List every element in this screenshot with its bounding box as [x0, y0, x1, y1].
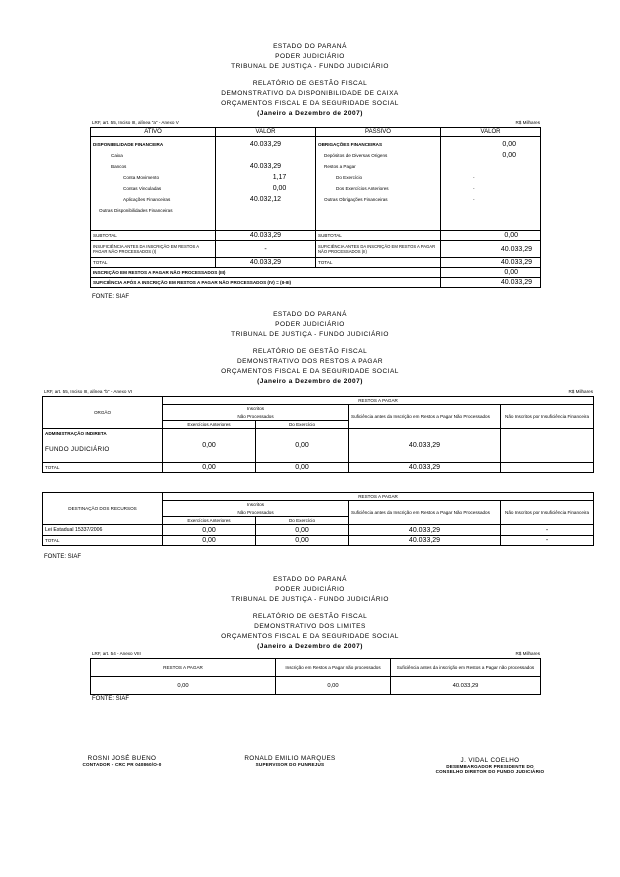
total-label-2: TOTAL: [43, 463, 163, 473]
power-title-2: PODER JUDICIÁRIO: [275, 321, 345, 328]
period-title-3: (Janeiro a Dezembro de 2007): [257, 643, 363, 650]
nao-inscritos-header: Não Inscritos por Insuficiência Financeira: [501, 405, 594, 429]
fundo-v2: 0,00: [256, 429, 349, 463]
budget-title: ORÇAMENTOS FISCAL E DA SEGURIDADE SOCIAL: [221, 100, 399, 107]
restos-destinacao-table: [42, 492, 594, 546]
subtotal-label: SUBTOTAL: [91, 231, 216, 241]
header-block-1: [0, 42, 620, 119]
exerc-anteriores-header-2: Exercícios Anteriores: [163, 517, 256, 525]
header-block-2: [0, 310, 620, 387]
obrig-value: 0,00: [502, 141, 516, 148]
do-exercicio-label: Do Exercício: [336, 175, 363, 180]
bancos-label: Bancos: [111, 164, 127, 169]
do-exercicio-header-2: Do Exercício: [256, 517, 349, 525]
table-row: [43, 525, 594, 536]
unit-2: R$ Milhares: [568, 389, 593, 394]
inscricao-value: 0,00: [441, 268, 541, 278]
report-title-3: RELATÓRIO DE GESTÃO FISCAL: [252, 613, 368, 620]
total-v3: 40.033,29: [349, 463, 501, 473]
table-row: [91, 677, 541, 695]
aplic-value: 40.032,12: [249, 196, 282, 203]
limits-v1: 0,00: [91, 677, 276, 695]
total2-v1: 0,00: [163, 536, 256, 546]
outras-label: Outras Disponibilidades Financeiras: [99, 208, 173, 213]
conta-mov-label: Conta Movimento: [123, 175, 160, 180]
lei-v4: -: [501, 525, 594, 536]
conta-mov-value: 1,17: [272, 174, 287, 181]
signature-name: J. VIDAL COELHO: [460, 757, 520, 764]
nao-inscritos-header-2: Não Inscritos por Insuficiência Financeira: [501, 501, 594, 525]
signature-name: ROSNI JOSÉ BUENO: [87, 755, 157, 762]
total-value: 40.033,29: [216, 258, 316, 268]
suf-label: SUFICIÊNCIA ANTES DA INSCRIÇÃO EM RESTOS A PAGAR NÃO PROCESSADOS (II): [316, 241, 441, 258]
suf-value: 40.033,29: [441, 241, 541, 258]
table-row: [43, 463, 594, 473]
signature-president: [415, 757, 565, 774]
state-title-3: ESTADO DO PARANÁ: [273, 576, 347, 583]
signature-role: DESEMBARGADOR PRESIDENTE DO: [446, 764, 534, 769]
dos-anteriores-value: -: [473, 186, 475, 191]
caixa-label: Caixa: [111, 153, 123, 158]
restos-header: RESTOS A PAGAR: [163, 397, 594, 405]
col-valor: VALOR: [216, 128, 316, 137]
limits-v3: 40.033,29: [391, 677, 541, 695]
insuf-value: -: [216, 241, 316, 258]
total-v2: 0,00: [256, 463, 349, 473]
limits-col2: Inscrição em Restos a Pagar não processados: [276, 659, 391, 677]
col-passivo: PASSIVO: [316, 128, 441, 137]
adm-label: ADMINISTRAÇÃO INDIRETA: [45, 431, 107, 436]
nao-processados-header: Não Processados: [163, 413, 349, 421]
bancos-value: 40.033,29: [249, 163, 282, 170]
signature-supervisor: [220, 755, 360, 767]
cash-availability-table: [90, 127, 541, 288]
subtotal2-value: 0,00: [441, 231, 541, 241]
do-exercicio-header: Do Exercício: [256, 421, 349, 429]
lrf-ref-3: LRF, art. 54 - Anexo VIII: [92, 651, 141, 656]
signature-name: RONALD EMILIO MARQUES: [244, 755, 336, 762]
power-title-3: PODER JUDICIÁRIO: [275, 586, 345, 593]
depositos-value: 0,00: [502, 152, 516, 159]
total2-v4: -: [501, 536, 594, 546]
tribunal-title: TRIBUNAL DE JUSTIÇA - FUNDO JUDICIÁRIO: [231, 63, 389, 70]
total2-label: TOTAL: [316, 258, 441, 268]
total2-v2: 0,00: [256, 536, 349, 546]
limits-v2: 0,00: [276, 677, 391, 695]
lei-label: Lei Estadual 15337/2006: [43, 525, 163, 536]
tribunal-title-3: TRIBUNAL DE JUSTIÇA - FUNDO JUDICIÁRIO: [231, 596, 389, 603]
inscritos-header: Inscritos: [163, 405, 349, 413]
lrf-ref-1: LRF, art. 55, Inciso III, alínea "a" - Anexo V: [92, 120, 179, 125]
limits-col1: RESTOS A PAGAR: [91, 659, 276, 677]
outras-obrig-value: -: [473, 197, 475, 202]
disp-value: 40.033,29: [249, 141, 282, 148]
section-title-3: DEMONSTRATIVO DOS LIMITES: [254, 623, 366, 630]
suf-apos-label: SUFICIÊNCIA APÓS A INSCRIÇÃO EM RESTOS A PAGAR NÃO PROCESSADOS (IV) = (II-III): [91, 278, 441, 288]
signature-role-2: CONSELHO DIRETOR DO FUNDO JUDICIÁRIO: [435, 769, 545, 774]
fonte-3: FONTE: SIAF: [92, 696, 130, 702]
aplic-label: Aplicações Financeiras: [123, 197, 171, 202]
signature-accountant: [52, 755, 192, 767]
disp-label: DISPONIBILIDADE FINANCEIRA: [93, 142, 164, 147]
outras-obrig-label: Outras Obrigações Financeiras: [324, 197, 388, 202]
do-exercicio-value: -: [473, 175, 475, 180]
inscritos-header-2: Inscritos: [163, 501, 349, 509]
fundo-v3: 40.033,29: [349, 429, 501, 463]
contas-vinc-value: 0,00: [272, 185, 287, 192]
fonte-1: FONTE: SIAF: [92, 294, 130, 300]
obrig-label: OBRIGAÇÕES FINANCEIRAS: [318, 142, 383, 147]
header-block-3: [0, 575, 620, 652]
signature-role: CONTADOR - CRC PR 040860/O-0: [82, 762, 162, 767]
total2-value: 40.033,29: [441, 258, 541, 268]
lei-v3: 40.033,29: [349, 525, 501, 536]
subtotal-value: 40.033,29: [216, 231, 316, 241]
inscricao-label: INSCRIÇÃO EM RESTOS A PAGAR NÃO PROCESSADOS (III): [91, 268, 441, 278]
power-title: PODER JUDICIÁRIO: [275, 53, 345, 60]
suficiencia-header: Suficiência antes da Inscrição em Restos a Pagar Não Processados: [349, 405, 501, 429]
suf-apos-value: 40.033,29: [441, 278, 541, 288]
detail-row: [91, 137, 541, 231]
lrf-ref-2: LRF, art. 55, Inciso III, alínea "b" - Anexo VI: [44, 389, 133, 394]
suficiencia-header-2: Suficiência antes da Inscrição em Restos a Pagar Não Processados: [349, 501, 501, 525]
fundo-v1: 0,00: [163, 429, 256, 463]
section-title: DEMONSTRATIVO DA DISPONIBILIDADE DE CAIXA: [221, 90, 399, 97]
fundo-label: FUNDO JUDICIÁRIO: [45, 446, 110, 453]
restos-label: Restos a Pagar: [324, 164, 356, 169]
period-title-2: (Janeiro a Dezembro de 2007): [257, 378, 363, 385]
destinacao-header: DESTINAÇÃO DOS RECURSOS: [43, 493, 163, 525]
unit-1: R$ Milhares: [515, 120, 540, 125]
total-v1: 0,00: [163, 463, 256, 473]
nao-processados-header-2: Não Processados: [163, 509, 349, 517]
col-valor-2: VALOR: [441, 128, 541, 137]
report-title: RELATÓRIO DE GESTÃO FISCAL: [252, 80, 368, 87]
state-title: ESTADO DO PARANÁ: [273, 43, 347, 50]
section-title-2: DEMONSTRATIVO DOS RESTOS A PAGAR: [236, 358, 384, 365]
total2-label-2: TOTAL: [43, 536, 163, 546]
tribunal-title-2: TRIBUNAL DE JUSTIÇA - FUNDO JUDICIÁRIO: [231, 331, 389, 338]
total-label: TOTAL: [91, 258, 216, 268]
subtotal2-label: SUBTOTAL: [316, 231, 441, 241]
total2-v3: 40.033,29: [349, 536, 501, 546]
budget-title-3: ORÇAMENTOS FISCAL E DA SEGURIDADE SOCIAL: [221, 633, 399, 640]
col-ativo: ATIVO: [91, 128, 216, 137]
fonte-2: FONTE: SIAF: [44, 554, 82, 560]
signature-role: SUPERVISOR DO FUNREJUS: [255, 762, 325, 767]
budget-title-2: ORÇAMENTOS FISCAL E DA SEGURIDADE SOCIAL: [221, 368, 399, 375]
depositos-label: Depósitos de Diversas Origens: [324, 153, 388, 158]
state-title-2: ESTADO DO PARANÁ: [273, 311, 347, 318]
table-row: [43, 536, 594, 546]
table-row: [43, 429, 594, 463]
orgao-header: ORGÃO: [43, 397, 163, 429]
restos-orgao-table: [42, 396, 594, 473]
restos-header-2: RESTOS A PAGAR: [163, 493, 594, 501]
dos-anteriores-label: Dos Exercícios Anteriores: [336, 186, 389, 191]
contas-vinc-label: Contas Vinculadas: [123, 186, 162, 191]
lei-v1: 0,00: [163, 525, 256, 536]
insuf-label: INSUFICIÊNCIA ANTES DA INSCRIÇÃO EM RESTOS A PAGAR NÃO PROCESSADOS (I): [91, 241, 216, 258]
exerc-anteriores-header: Exercícios Anteriores: [163, 421, 256, 429]
lei-v2: 0,00: [256, 525, 349, 536]
limits-col3: Suficiência antes da inscrição em Restos a Pagar não processados: [391, 659, 541, 677]
limits-table: [90, 658, 541, 695]
period-title: (Janeiro a Dezembro de 2007): [257, 110, 363, 117]
unit-3: R$ Milhares: [515, 651, 540, 656]
report-title-2: RELATÓRIO DE GESTÃO FISCAL: [252, 348, 368, 355]
